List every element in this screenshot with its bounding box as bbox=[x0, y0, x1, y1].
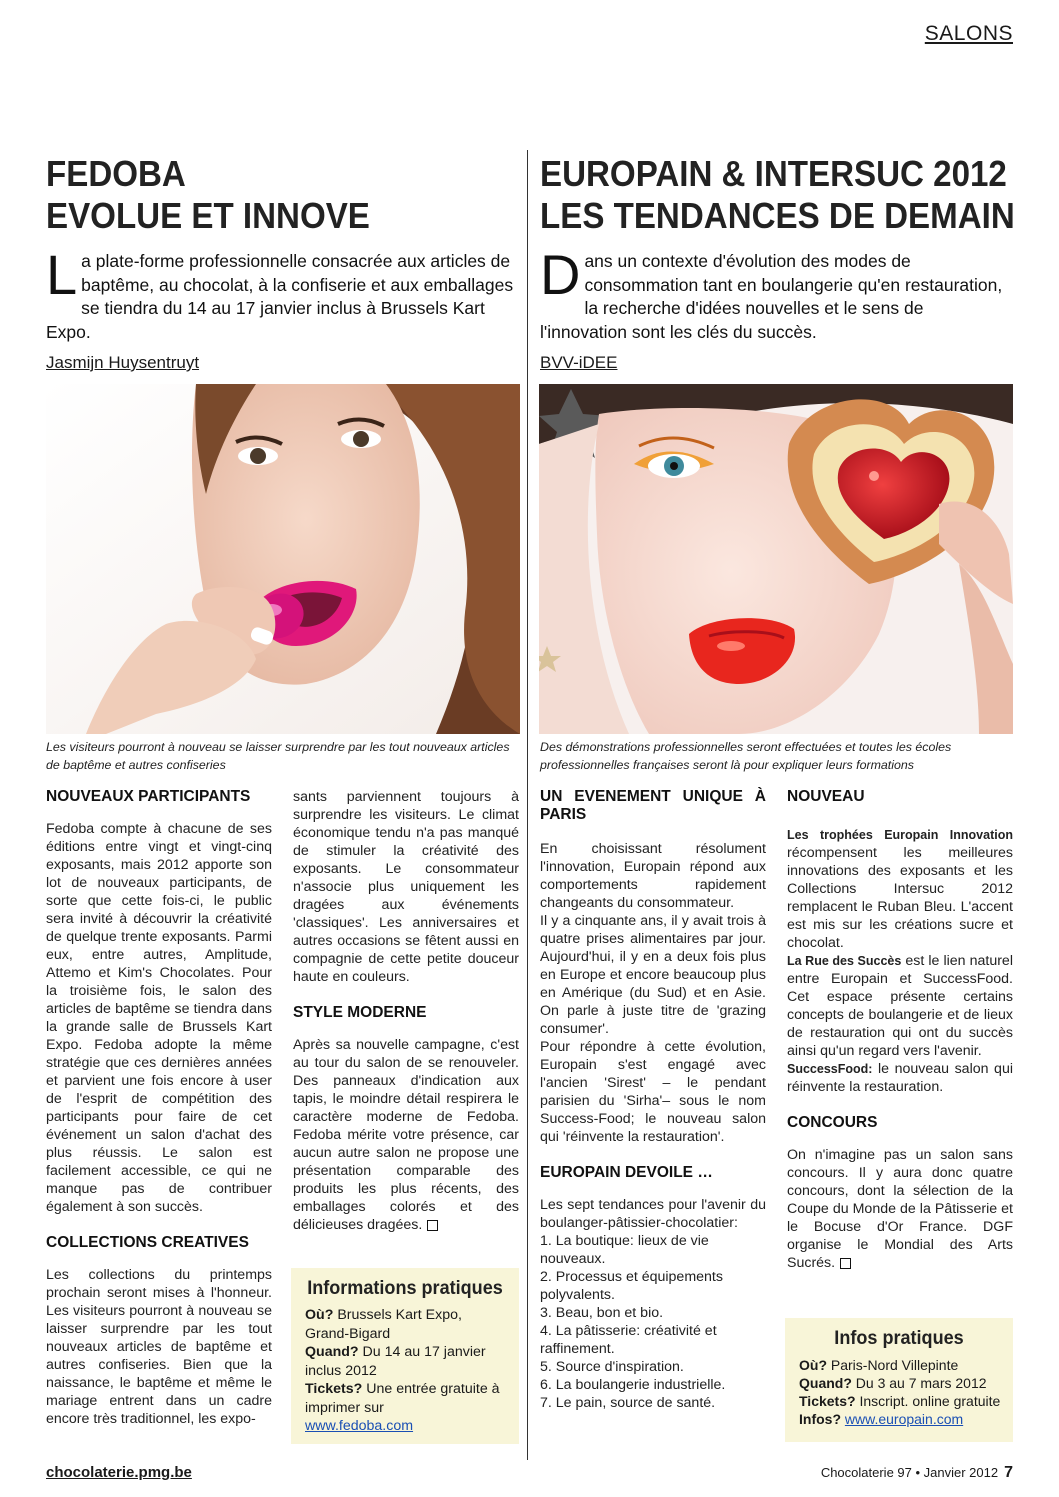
paragraph: Les sept tendances pour l'avenir du boulanger-pâtissier-chocolatier: bbox=[540, 1197, 766, 1231]
right-title bbox=[540, 153, 1015, 237]
info-infos-label: Infos? bbox=[799, 1411, 841, 1427]
left-byline[interactable]: Jasmijn Huysentruyt bbox=[46, 353, 200, 372]
left-title-line2: EVOLUE ET INNOVE bbox=[46, 195, 370, 236]
right-caption: Des démonstrations professionnelles seront effectuées et toutes les écoles professionnelles françaises seront là pour expliquer leurs formations bbox=[540, 740, 952, 772]
right-column-2 bbox=[787, 788, 1013, 1272]
left-column-2 bbox=[293, 788, 519, 1234]
paragraph: Fedoba compte à chacune de ses éditions entre vingt et vingt-cinq exposants, mais 2012 apporte son lot de nouveaux participants, de sorte que cette fois-ci, le public sera invité à découvrir la créativité de quelque trente exposants. Parmi eux, entre autres, Amplitude, Attemo et Kim's Chocolates. Pour la troisième fois, le salon des articles de baptême se tiendra dans la grande salle de Brussels Kart Expo. Fedoba adopte la même stratégie que ces dernières années et parvient une fois encore à user de l'esprit de compétition des participants pour faire de cet événement un salon d'achat des plus réussis. Le salon est facilement accessible, ce qui ne manque pas de contribuer également à son succès. bbox=[46, 821, 272, 1215]
heading-nouveaux-participants: NOUVEAUX PARTICIPANTS bbox=[46, 788, 251, 805]
end-mark-icon bbox=[427, 1220, 438, 1231]
woman-candy-image bbox=[46, 384, 520, 734]
heading-style-moderne: STYLE MODERNE bbox=[293, 1004, 427, 1021]
paragraph: Les collections du printemps prochain seront mises à l'honneur. Les visiteurs pourront à nouveau se laisser surprendre par les tout nouveaux articles de baptême et autres confiseries. Bien que la naissance, le baptême et même le mariage entrent dans un cadre encore très traditionnel, les expo- bbox=[46, 1267, 272, 1427]
paragraph: Il y a cinquante ans, il y avait trois à quatre prises alimentaires par jour. Aujourd'hui, il y en a deux fois plus en Europe et encore beaucoup plus en Amérique (du Sud) et en Asie. On parle à juste titre de 'grazing consumer'. bbox=[540, 913, 766, 1037]
list-item: 4. La pâtisserie: créativité et raffinement. bbox=[540, 1323, 717, 1357]
paragraph-text: Après sa nouvelle campagne, c'est au tour du salon de se renouveler. Des panneaux d'indication aux tapis, le moindre détail respirera le caractère moderne de Fedoba. Fedoba mérite votre présence, car aucun autre salon ne propose une présentation comparable des produits les plus récents, des emballages colorés et des délicieuses dragées. bbox=[293, 1037, 519, 1233]
info-title: Informations pratiques bbox=[307, 1278, 503, 1299]
right-column-1 bbox=[540, 788, 766, 1412]
list-item: 6. La boulangerie industrielle. bbox=[540, 1377, 726, 1393]
paragraph: sants parviennent toujours à surprendre les visiteurs. Le climat économique tendu n'a pas manqué de stimuler la créativité des exposants. Le consommateur n'associe plus uniquement les dragées aux événements 'classiques'. Les anniversaires et autres occasions se fêtent aussi en compagnie de cette petite douceur haute en couleurs. bbox=[293, 789, 519, 985]
left-info-box bbox=[291, 1268, 519, 1444]
column-divider bbox=[527, 150, 528, 1460]
list-item: 3. Beau, bon et bio. bbox=[540, 1305, 664, 1321]
paragraph bbox=[787, 1060, 1013, 1096]
left-column-1 bbox=[46, 788, 272, 1428]
paragraph bbox=[787, 1146, 1013, 1272]
right-photo bbox=[539, 384, 1013, 734]
right-title-line1: EUROPAIN & INTERSUC 2012 bbox=[540, 153, 1007, 194]
heading-concours: CONCOURS bbox=[787, 1114, 878, 1131]
heading-evenement-unique: UN EVENEMENT UNIQUE À PARIS bbox=[540, 788, 766, 823]
info-tickets-label: Tickets? bbox=[305, 1381, 363, 1397]
footer-site-link[interactable]: chocolaterie.pmg.be bbox=[46, 1464, 192, 1481]
paragraph bbox=[293, 1036, 519, 1234]
woman-heart-bread-image bbox=[539, 384, 1013, 734]
info-tickets-value: Inscript. online gratuite bbox=[859, 1393, 1001, 1409]
info-where-label: Où? bbox=[799, 1357, 827, 1373]
right-lead-text: ans un contexte d'évolution des modes de consommation tant en boulangerie qu'en restauration, la recherche d'idées nouvelles et le sens de l'innovation sont les clés du succès. bbox=[540, 251, 1003, 342]
info-when-label: Quand? bbox=[305, 1344, 359, 1360]
paragraph-text: récompensent les meilleures innovations des exposants et les Collections Intersuc 2012 remplacent le Ruban Bleu. L'accent est mis sur les créations sucre et chocolat. bbox=[787, 845, 1013, 951]
bold-term: Les trophées Europain Innovation bbox=[787, 828, 1013, 842]
paragraph bbox=[787, 952, 1013, 1060]
info-when-label: Quand? bbox=[799, 1375, 852, 1391]
info-title: Infos pratiques bbox=[834, 1328, 964, 1349]
right-title-line2: LES TENDANCES DE DEMAIN bbox=[540, 195, 1015, 236]
europain-link[interactable]: www.europain.com bbox=[844, 1411, 964, 1427]
heading-nouveau: NOUVEAU bbox=[787, 788, 865, 805]
right-info-box bbox=[785, 1318, 1013, 1442]
trend-list bbox=[540, 1232, 766, 1412]
section-tag: SALONS bbox=[924, 22, 1013, 45]
info-where-value: Brussels Kart Expo, Grand-Bigard bbox=[305, 1307, 462, 1342]
left-dropcap: L bbox=[46, 243, 78, 306]
list-item: 5. Source d'inspiration. bbox=[540, 1359, 684, 1375]
heading-europain-devoile: EUROPAIN DEVOILE … bbox=[540, 1164, 713, 1181]
right-dropcap: D bbox=[540, 243, 581, 306]
paragraph-text: On n'imagine pas un salon sans concours. Il y aura donc quatre concours, dont la sélection de la Coupe du Monde de la Pâtisserie et le Bocuse d'Or France. DGF organise le Mondial des Arts Sucrés. bbox=[787, 1147, 1013, 1271]
list-item: 2. Processus et équipements polyvalents. bbox=[540, 1269, 723, 1303]
footer-issue bbox=[821, 1464, 1013, 1482]
footer-issue-text: Chocolaterie 97 • Janvier 2012 bbox=[820, 1465, 999, 1480]
left-photo bbox=[46, 384, 520, 734]
list-item: 1. La boutique: lieux de vie nouveaux. bbox=[540, 1233, 709, 1267]
left-title bbox=[46, 153, 370, 237]
bold-term: La Rue des Succès bbox=[787, 954, 902, 968]
page-number: 7 bbox=[1004, 1464, 1013, 1481]
info-tickets-value: Une entrée gratuite à imprimer sur bbox=[305, 1381, 500, 1416]
info-where-value: Paris-Nord Villepinte bbox=[830, 1357, 959, 1373]
left-caption: Les visiteurs pourront à nouveau se laisser surprendre par les tout nouveaux articles de baptême et autres confiseries bbox=[46, 740, 510, 772]
left-lead-text: a plate-forme professionnelle consacrée aux articles de baptême, au chocolat, à la confiserie et aux emballages se tiendra du 14 au 17 janvier inclus à Brussels Kart Expo. bbox=[46, 251, 514, 342]
info-when-value: Du 14 au 17 janvier inclus 2012 bbox=[305, 1344, 486, 1379]
paragraph-text: est le lien naturel entre Europain et SuccessFood. Cet espace présente certains concepts de boulangerie et de lieux de restauration qui ont du succès ainsi qu'un regard vers l'avenir. bbox=[787, 953, 1013, 1059]
info-where-label: Où? bbox=[305, 1307, 334, 1323]
info-when-value: Du 3 au 7 mars 2012 bbox=[855, 1375, 987, 1391]
heading-collections-creatives: COLLECTIONS CREATIVES bbox=[46, 1234, 249, 1251]
right-lead bbox=[540, 243, 1010, 344]
paragraph bbox=[787, 826, 1013, 952]
info-tickets-label: Tickets? bbox=[799, 1393, 856, 1409]
bold-term: SuccessFood: bbox=[787, 1062, 873, 1076]
left-lead bbox=[46, 243, 518, 344]
end-mark-icon bbox=[840, 1258, 851, 1269]
paragraph: Pour répondre à cette évolution, Europain s'est engagé avec l'ancien 'Sirest' – le pendant parisien du 'Sirha'– sous le nom Success-Food; le nouveau salon qui 'réinvente la restauration'. bbox=[540, 1039, 766, 1145]
list-item: 7. Le pain, source de santé. bbox=[540, 1395, 716, 1411]
fedoba-link[interactable]: www.fedoba.com bbox=[305, 1418, 414, 1434]
left-title-line1: FEDOBA bbox=[46, 153, 186, 194]
paragraph-text: le nouveau salon qui réinvente la restauration. bbox=[787, 1061, 1013, 1095]
paragraph: En choisissant résolument l'innovation, Europain répond aux comportements rapidement changeants du consommateur. bbox=[540, 841, 766, 911]
right-byline[interactable]: BVV-iDEE bbox=[540, 353, 618, 372]
